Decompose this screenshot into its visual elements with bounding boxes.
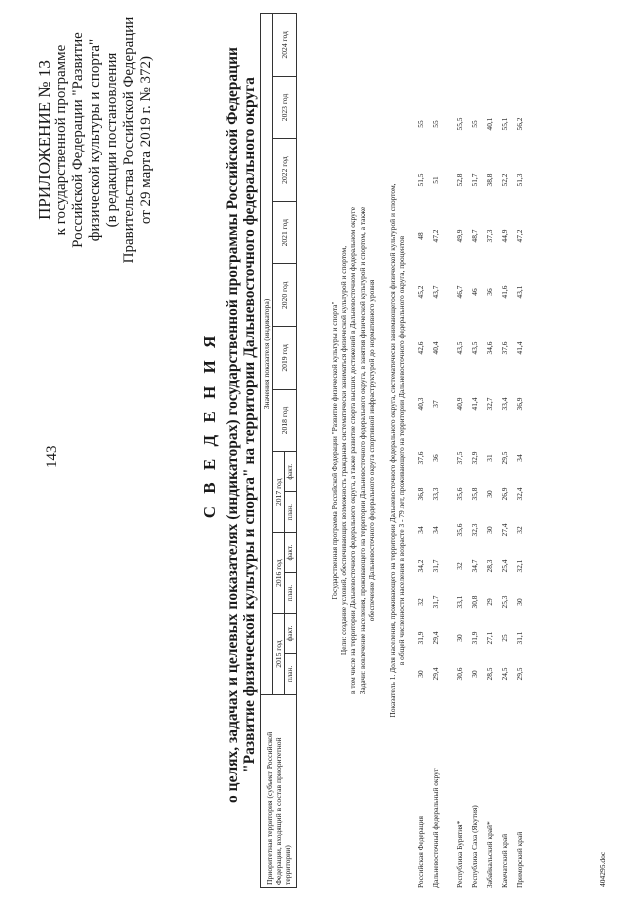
- row-value-cell: 43,1: [515, 285, 525, 299]
- row-value-cell: 30: [470, 670, 480, 678]
- row-value-cell: 29,5: [500, 451, 510, 465]
- row-value-cell: 51,7: [470, 173, 480, 187]
- row-value-cell: 40,9: [455, 397, 465, 411]
- row-value-cell: 37,5: [455, 451, 465, 465]
- row-value-cell: 32,7: [485, 397, 495, 411]
- row-value-cell: 46: [470, 288, 480, 296]
- row-value-cell: 37,6: [416, 451, 426, 465]
- row-value-cell: 48: [416, 232, 426, 240]
- year-header: 2016 год: [273, 533, 285, 614]
- program-goals: Цели: создание условий, обеспечивающих возможность гражданам систематически заниматься физической культурой и спортом,: [339, 245, 349, 656]
- row-value-cell: 29,5: [515, 667, 525, 681]
- row-value-cell: 51,3: [515, 173, 525, 187]
- row-value-cell: 34,2: [416, 559, 426, 573]
- row-value-cell: 34: [431, 526, 441, 534]
- row-value-cell: 30,6: [455, 667, 465, 681]
- row-value-cell: 36: [431, 454, 441, 462]
- row-value-cell: 51: [431, 176, 441, 184]
- row-value-cell: 30: [416, 670, 426, 678]
- row-value-cell: 32,9: [470, 451, 480, 465]
- row-value-cell: 32: [515, 526, 525, 534]
- row-value-cell: 34: [515, 454, 525, 462]
- row-value-cell: 43,5: [455, 341, 465, 355]
- plan-subheader: план.: [285, 573, 297, 614]
- column-header-territory: Приоритетная территория (субъект Российской Федерации, входящий в состав приоритетной территории): [261, 695, 297, 888]
- row-territory-name: Республика Бурятия*: [455, 820, 465, 888]
- row-value-cell: 29,4: [431, 631, 441, 645]
- row-value-cell: 38,8: [485, 173, 495, 187]
- document-heading: [200, 25, 258, 825]
- row-value-cell: 31,7: [431, 559, 441, 573]
- row-value-cell: 45,2: [416, 285, 426, 299]
- row-value-cell: 25,3: [500, 595, 510, 609]
- row-value-cell: 55,5: [455, 117, 465, 131]
- heading-line-2: "Развитие физической культуры и спорта" на территории Дальневосточного федерального округа: [241, 77, 258, 773]
- row-value-cell: 36,9: [515, 397, 525, 411]
- fact-subheader: факт.: [285, 533, 297, 573]
- fact-subheader: факт.: [285, 452, 297, 492]
- appendix-line: к государственной программе: [53, 44, 69, 236]
- program-goals-cont: в том числе на территории Дальневосточного федерального округа, а также развитие спорта высших достижений в Дальневосточном федеральном округе: [348, 207, 358, 695]
- table-row: [468, 13, 483, 888]
- row-value-cell: 46,7: [455, 285, 465, 299]
- row-value-cell: 31,1: [515, 631, 525, 645]
- row-value-cell: 40,3: [416, 397, 426, 411]
- row-value-cell: 55: [431, 120, 441, 128]
- row-value-cell: 28,3: [485, 559, 495, 573]
- row-value-cell: 33,4: [500, 397, 510, 411]
- row-value-cell: 41,4: [515, 341, 525, 355]
- row-value-cell: 32,1: [515, 559, 525, 573]
- row-value-cell: 43,7: [431, 285, 441, 299]
- table-row: [498, 13, 513, 888]
- row-value-cell: 30: [485, 526, 495, 534]
- row-value-cell: 31,9: [416, 631, 426, 645]
- row-value-cell: 37: [431, 400, 441, 408]
- page-number: 143: [44, 445, 60, 468]
- indicator-title: Показатель 1. Доля населения, проживающего на территории Дальневосточного федерального округа, систематически занимающегося физической культурой и спортом,: [388, 183, 398, 718]
- row-territory-name: Российская Федерация: [416, 816, 426, 888]
- appendix-line: (в редакции постановления: [104, 52, 120, 228]
- row-value-cell: 44,9: [500, 229, 510, 243]
- program-title: Государственная программа Российской Федерации "Развитие физической культуры и спорта": [330, 301, 339, 600]
- row-value-cell: 52,8: [455, 173, 465, 187]
- row-value-cell: 24,5: [500, 667, 510, 681]
- row-value-cell: 30,8: [470, 595, 480, 609]
- table-body: [330, 13, 528, 888]
- row-value-cell: 55,1: [500, 117, 510, 131]
- row-value-cell: 30: [515, 598, 525, 606]
- row-value-cell: 34,7: [470, 559, 480, 573]
- row-value-cell: 33,1: [455, 595, 465, 609]
- row-value-cell: 29,4: [431, 667, 441, 681]
- row-value-cell: 27,4: [500, 523, 510, 537]
- row-value-cell: 32,3: [470, 523, 480, 537]
- row-value-cell: 55: [416, 120, 426, 128]
- appendix-line: физической культуры и спорта": [87, 38, 103, 242]
- indicator-title-cont: в общей численности населения в возрасте 3 - 79 лет, проживающего на территории Дальневосточного федерального округа, процентов: [397, 235, 407, 666]
- appendix-line: Правительства Российской Федерации: [121, 16, 137, 264]
- year-header: 2017 год: [273, 452, 285, 533]
- row-value-cell: 27,1: [485, 631, 495, 645]
- row-value-cell: 34: [416, 526, 426, 534]
- year-header: 2023 год: [273, 76, 297, 139]
- row-value-cell: 32: [416, 598, 426, 606]
- row-territory-name: Республика Саха (Якутия): [470, 805, 480, 888]
- row-value-cell: 41,4: [470, 397, 480, 411]
- program-tasks-cont: обеспечение Дальневосточного федерального округа спортивной инфраструктурой до нормативного уровня: [366, 279, 376, 622]
- row-value-cell: 40,4: [431, 341, 441, 355]
- appendix-line: Российской Федерации "Развитие: [70, 32, 86, 248]
- row-territory-name: Камчатский край: [500, 833, 510, 888]
- row-value-cell: 43,5: [470, 341, 480, 355]
- row-value-cell: 47,2: [515, 229, 525, 243]
- footer-filename: 404295.doc: [598, 851, 607, 887]
- row-value-cell: 30: [455, 634, 465, 642]
- appendix-line: от 29 марта 2019 г. № 372): [138, 55, 154, 225]
- row-territory-name: Приморский край: [515, 831, 525, 888]
- row-value-cell: 37,3: [485, 229, 495, 243]
- table-row: [429, 13, 453, 888]
- row-value-cell: 25,4: [500, 559, 510, 573]
- indicator-table-header: [260, 13, 297, 888]
- year-header: 2020 год: [273, 264, 297, 327]
- table-row: [453, 13, 468, 888]
- plan-subheader: план.: [285, 492, 297, 533]
- row-value-cell: 31: [485, 454, 495, 462]
- row-value-cell: 36,8: [416, 487, 426, 501]
- row-value-cell: 31,7: [431, 595, 441, 609]
- appendix-block: [36, 15, 155, 265]
- row-value-cell: 48,7: [470, 229, 480, 243]
- row-value-cell: 55: [470, 120, 480, 128]
- table-row: [483, 13, 498, 888]
- row-value-cell: 34,6: [485, 341, 495, 355]
- row-value-cell: 33,3: [431, 487, 441, 501]
- heading-title: С В Е Д Е Н И Я: [200, 331, 219, 519]
- row-value-cell: 41,6: [500, 285, 510, 299]
- table-row: [513, 13, 528, 888]
- row-value-cell: 51,5: [416, 173, 426, 187]
- row-value-cell: 56,2: [515, 117, 525, 131]
- row-value-cell: 28,5: [485, 667, 495, 681]
- row-value-cell: 52,2: [500, 173, 510, 187]
- row-value-cell: 49,9: [455, 229, 465, 243]
- appendix-title: ПРИЛОЖЕНИЕ № 13: [35, 60, 54, 220]
- row-territory-name: Дальневосточный федеральный округ: [431, 768, 441, 888]
- row-value-cell: 35,6: [455, 523, 465, 537]
- table-row: [414, 13, 429, 888]
- plan-subheader: план.: [285, 653, 297, 694]
- row-value-cell: 37,6: [500, 341, 510, 355]
- row-value-cell: 26,9: [500, 487, 510, 501]
- row-value-cell: 32: [455, 562, 465, 570]
- year-header: 2015 год: [273, 614, 285, 695]
- row-value-cell: 36: [485, 288, 495, 296]
- row-value-cell: 47,2: [431, 229, 441, 243]
- year-header: 2024 год: [273, 14, 297, 77]
- row-value-cell: 25: [500, 634, 510, 642]
- year-header: 2019 год: [273, 327, 297, 390]
- row-value-cell: 30: [485, 490, 495, 498]
- heading-line-1: о целях, задачах и целевых показателях (индикаторах) государственной программы Российской Федерации: [224, 47, 241, 803]
- row-value-cell: 32,4: [515, 487, 525, 501]
- year-header: 2021 год: [273, 201, 297, 264]
- values-group-header: Значения показателя (индикатора): [261, 14, 273, 695]
- year-header: 2018 год: [273, 389, 297, 452]
- row-value-cell: 42,6: [416, 341, 426, 355]
- fact-subheader: факт.: [285, 614, 297, 654]
- year-header: 2022 год: [273, 139, 297, 202]
- row-value-cell: 35,8: [470, 487, 480, 501]
- program-tasks: Задачи: вовлечение населения, проживающего на территории Дальневосточного федерального округа, в занятия физической культурой и спортом, а также: [357, 206, 367, 695]
- row-value-cell: 31,9: [470, 631, 480, 645]
- row-value-cell: 35,6: [455, 487, 465, 501]
- row-territory-name: Забайкальский край*: [485, 821, 495, 888]
- row-value-cell: 40,1: [485, 117, 495, 131]
- row-value-cell: 29: [485, 598, 495, 606]
- data-rows: [414, 13, 528, 888]
